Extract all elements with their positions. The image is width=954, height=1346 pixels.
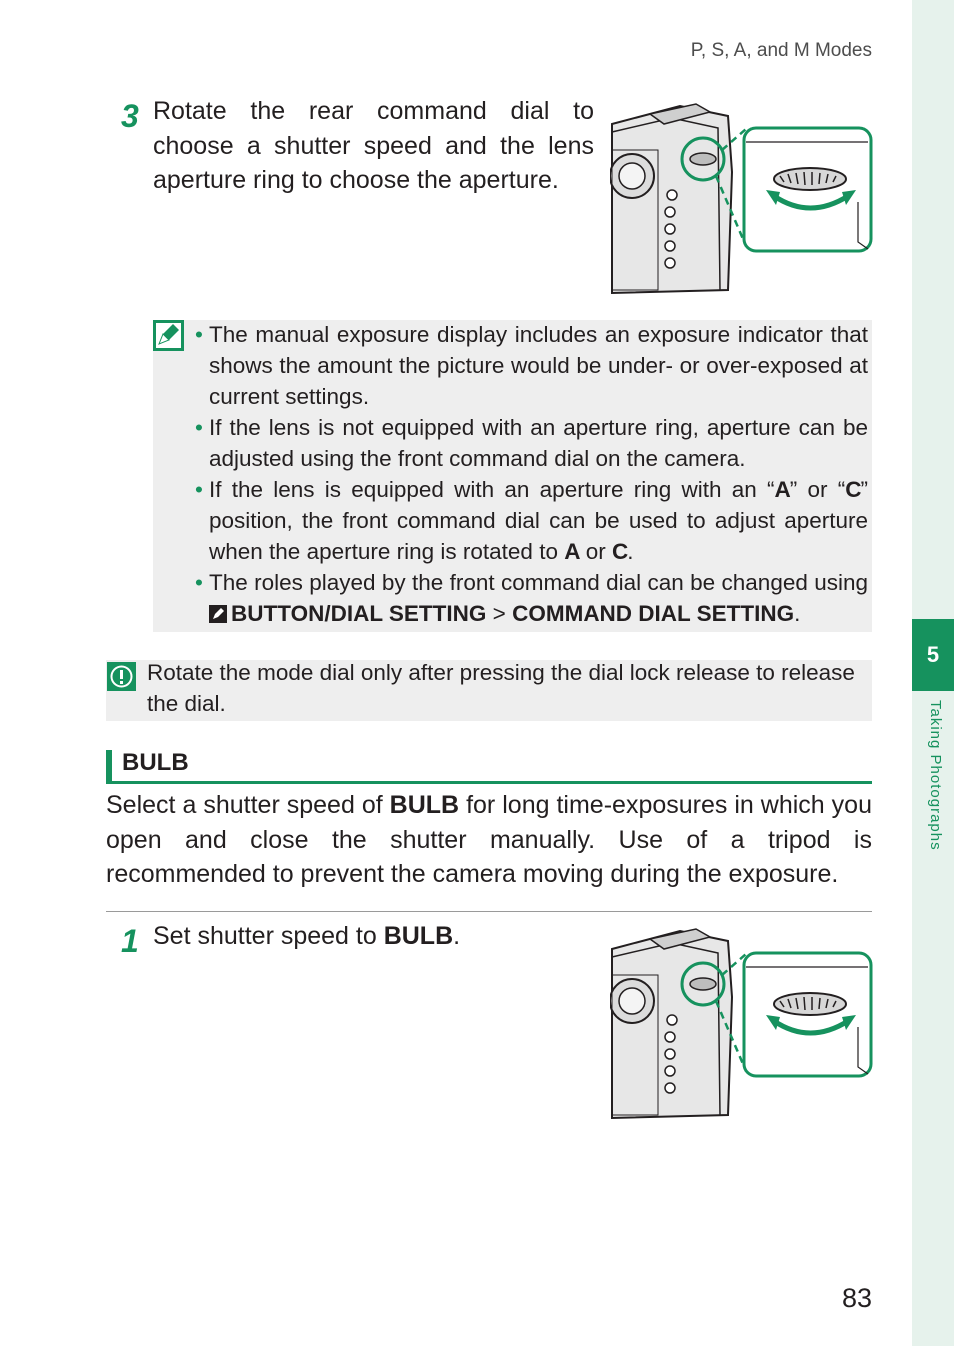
aperture-a-symbol: A bbox=[564, 539, 580, 564]
note-text: ” position, the front command dial can be used to adjust aperture when the aperture ring is rotated to bbox=[209, 477, 869, 564]
page-number: 83 bbox=[841, 1283, 872, 1313]
bulb-term: BULB bbox=[383, 922, 454, 950]
caution-icon bbox=[107, 662, 136, 691]
section-heading-bar bbox=[106, 750, 112, 782]
note-item bbox=[195, 567, 868, 629]
menu-separator: > bbox=[486, 601, 513, 626]
camera-rear-dial-illustration bbox=[610, 927, 874, 1120]
caution-text: Rotate the mode dial only after pressing the dial lock release to release the dial. bbox=[147, 660, 855, 716]
note-pencil-icon bbox=[153, 320, 184, 351]
note-text: or bbox=[579, 539, 612, 564]
note-item bbox=[195, 412, 868, 474]
section-heading: BULB bbox=[122, 749, 189, 776]
step-text-part: . bbox=[453, 922, 461, 950]
body-text: Select a shutter speed of bbox=[106, 791, 390, 819]
note-text: ” or “ bbox=[789, 477, 846, 502]
camera-body bbox=[610, 104, 732, 293]
setup-menu-icon bbox=[209, 605, 227, 623]
note-text: If the lens is not equipped with an aperture ring, aperture can be adjusted using the front command dial on the camera. bbox=[209, 415, 868, 471]
running-header: P, S, A, and M Modes bbox=[690, 40, 872, 61]
aperture-c-symbol: C bbox=[611, 539, 628, 564]
aperture-a-symbol: A bbox=[774, 477, 790, 502]
note-item bbox=[195, 319, 868, 412]
note-item bbox=[195, 474, 868, 567]
chapter-tab: 5 bbox=[912, 619, 954, 691]
bulb-term: BULB bbox=[389, 791, 460, 819]
body-text: for long time-exposures in which you open and close the shutter manually. Use of a tripod is recommended to prevent the camera moving during the exposure. bbox=[106, 791, 872, 888]
step-text-part: Set shutter speed to bbox=[153, 922, 384, 950]
dial-zoom-inset bbox=[744, 953, 871, 1076]
step-text: Rotate the rear command dial to choose a shutter speed and the lens aperture ring to choose the aperture. bbox=[153, 97, 594, 194]
section-heading-rule bbox=[106, 781, 872, 784]
chapter-label: Taking Photographs bbox=[927, 700, 944, 851]
note-text: . bbox=[794, 601, 801, 626]
note-text: . bbox=[627, 539, 634, 564]
dial-zoom-inset bbox=[744, 128, 871, 251]
menu-item-button-dial-setting: BUTTON/DIAL SETTING bbox=[231, 601, 487, 626]
note-list bbox=[195, 319, 868, 629]
step-number: 1 bbox=[121, 923, 139, 959]
menu-item-command-dial-setting: COMMAND DIAL SETTING bbox=[512, 601, 795, 626]
divider bbox=[106, 911, 872, 912]
note-text: The manual exposure display includes an exposure indicator that shows the amount the picture would be under- or over-exposed at current settings. bbox=[209, 322, 868, 409]
step-text bbox=[153, 919, 594, 954]
camera-body bbox=[610, 929, 732, 1118]
note-text: If the lens is equipped with an aperture ring with an “ bbox=[209, 477, 775, 502]
step-number: 3 bbox=[121, 98, 139, 134]
aperture-c-symbol: C bbox=[845, 477, 861, 502]
note-text: The roles played by the front command dial can be changed using bbox=[209, 570, 868, 595]
camera-rear-dial-illustration bbox=[610, 102, 874, 295]
bulb-description bbox=[106, 788, 872, 892]
